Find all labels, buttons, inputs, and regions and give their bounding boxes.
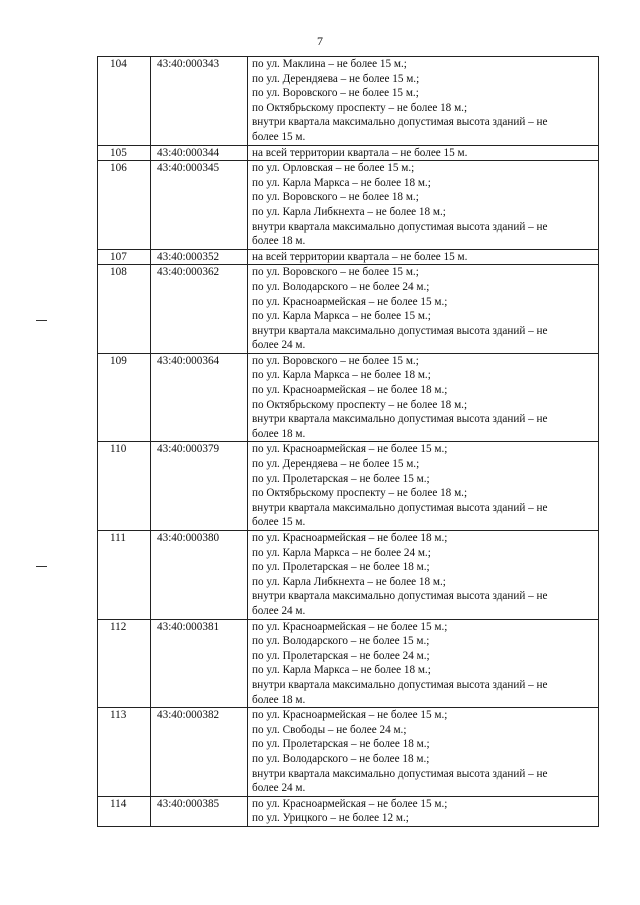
height-limit-line: по ул. Пролетарская – не более 18 м.;: [252, 561, 430, 574]
height-limits-cell: [248, 249, 599, 265]
height-limit-line: внутри квартала максимально допустимая высота зданий – не: [252, 501, 548, 514]
height-limit-line: по Октябрьскому проспекту – не более 18 м.;: [252, 398, 468, 411]
height-limits-cell: [248, 57, 599, 146]
block-number-cell: 113: [98, 708, 151, 797]
height-limit-line: по ул. Дерендяева – не более 15 м.;: [252, 72, 420, 85]
block-number-cell: 106: [98, 161, 151, 250]
height-limit-line: по ул. Карла Маркса – не более 18 м.;: [252, 176, 431, 189]
height-limit-line: внутри квартала максимально допустимая высота зданий – не: [252, 678, 548, 691]
cadastral-number-cell: 43:40:000344: [151, 145, 248, 161]
table-row: [98, 442, 599, 531]
height-limits-cell: [248, 353, 599, 442]
height-limit-line: более 24 м.: [252, 339, 306, 352]
height-limit-line: более 18 м.: [252, 235, 306, 248]
height-limit-line: по ул. Маклина – не более 15 м.;: [252, 58, 407, 70]
height-limit-line: по ул. Карла Маркса – не более 15 м.;: [252, 310, 431, 323]
height-limit-line: по ул. Красноармейская – не более 15 м.;: [252, 797, 448, 810]
block-number-cell: 114: [98, 796, 151, 826]
margin-mark: [36, 320, 47, 321]
height-limit-line: по ул. Красноармейская – не более 15 м.;: [252, 443, 448, 456]
height-limit-line: по ул. Красноармейская – не более 15 м.;: [252, 620, 448, 633]
height-limit-line: по ул. Карла Либкнехта – не более 18 м.;: [252, 205, 446, 218]
height-limits-cell: [248, 265, 599, 354]
cadastral-number-cell: 43:40:000362: [151, 265, 248, 354]
height-limits-cell: [248, 531, 599, 620]
page-number: 7: [317, 34, 323, 48]
table-row: [98, 145, 599, 161]
cadastral-number-cell: 43:40:000385: [151, 796, 248, 826]
height-limit-line: по ул. Пролетарская – не более 18 м.;: [252, 738, 430, 751]
height-limit-line: внутри квартала максимально допустимая высота зданий – не: [252, 324, 548, 337]
height-limit-line: по ул. Дерендяева – не более 15 м.;: [252, 458, 420, 471]
table-row: [98, 265, 599, 354]
height-limit-line: по ул. Красноармейская – не более 15 м.;: [252, 709, 448, 722]
height-limit-line: более 15 м.: [252, 130, 306, 143]
height-limit-line: по ул. Воровского – не более 18 м.;: [252, 191, 419, 204]
height-limit-line: по ул. Орловская – не более 15 м.;: [252, 162, 415, 175]
height-limit-line: по ул. Урицкого – не более 12 м.;: [252, 812, 409, 825]
height-limit-line: по ул. Карла Либкнехта – не более 18 м.;: [252, 575, 446, 588]
table-row: [98, 353, 599, 442]
height-limit-line: более 24 м.: [252, 782, 306, 795]
height-limit-line: по ул. Воровского – не более 15 м.;: [252, 266, 419, 279]
height-limits-cell: [248, 161, 599, 250]
height-limit-line: более 18 м.: [252, 427, 306, 440]
height-limit-line: по ул. Пролетарская – не более 15 м.;: [252, 472, 430, 485]
height-limit-line: по ул. Володарского – не более 15 м.;: [252, 635, 430, 648]
cadastral-number-cell: 43:40:000364: [151, 353, 248, 442]
height-limit-line: внутри квартала максимально допустимая высота зданий – не: [252, 767, 548, 780]
height-limit-line: по ул. Карла Маркса – не более 18 м.;: [252, 369, 431, 382]
block-number-cell: 105: [98, 145, 151, 161]
cadastral-number-cell: 43:40:000382: [151, 708, 248, 797]
height-limits-cell: [248, 145, 599, 161]
block-number-cell: 112: [98, 619, 151, 708]
block-number-cell: 111: [98, 531, 151, 620]
height-limit-line: более 18 м.: [252, 693, 306, 706]
table-row: [98, 57, 599, 146]
height-limit-line: по ул. Красноармейская – не более 18 м.;: [252, 532, 448, 544]
block-number-cell: 104: [98, 57, 151, 146]
height-limit-line: внутри квартала максимально допустимая высота зданий – не: [252, 220, 548, 233]
height-limits-cell: [248, 442, 599, 531]
height-limit-line: внутри квартала максимально допустимая высота зданий – не: [252, 413, 548, 426]
cadastral-number-cell: 43:40:000345: [151, 161, 248, 250]
height-limits-cell: [248, 708, 599, 797]
height-limit-line: по ул. Воровского – не более 15 м.;: [252, 354, 419, 367]
table-row: [98, 619, 599, 708]
height-limit-line: по ул. Володарского – не более 18 м.;: [252, 752, 430, 765]
height-limits-cell: [248, 619, 599, 708]
height-limit-line: на всей территории квартала – не более 15 м.: [252, 250, 468, 263]
table-row: [98, 796, 599, 826]
height-limit-line: более 24 м.: [252, 604, 306, 617]
cadastral-number-cell: 43:40:000381: [151, 619, 248, 708]
cadastral-number-cell: 43:40:000343: [151, 57, 248, 146]
height-limits-cell: [248, 796, 599, 826]
block-number-cell: 108: [98, 265, 151, 354]
height-limit-line: по ул. Карла Маркса – не более 18 м.;: [252, 664, 431, 677]
height-limit-line: по ул. Красноармейская – не более 15 м.;: [252, 295, 448, 308]
table-row: [98, 161, 599, 250]
table-row: [98, 708, 599, 797]
height-limit-line: по Октябрьскому проспекту – не более 18 м.;: [252, 101, 468, 114]
height-limit-line: по ул. Воровского – не более 15 м.;: [252, 87, 419, 100]
cadastral-number-cell: 43:40:000380: [151, 531, 248, 620]
height-limit-line: по ул. Красноармейская – не более 18 м.;: [252, 384, 448, 397]
height-limit-line: более 15 м.: [252, 516, 306, 529]
height-limit-line: по ул. Пролетарская – не более 24 м.;: [252, 649, 430, 662]
cadastral-number-cell: 43:40:000352: [151, 249, 248, 265]
cadastral-number-cell: 43:40:000379: [151, 442, 248, 531]
table-row: [98, 531, 599, 620]
height-limit-line: по ул. Володарского – не более 24 м.;: [252, 280, 430, 293]
height-limit-line: внутри квартала максимально допустимая высота зданий – не: [252, 590, 548, 603]
height-limit-line: внутри квартала максимально допустимая высота зданий – не: [252, 116, 548, 129]
height-limit-line: по ул. Карла Маркса – не более 24 м.;: [252, 546, 431, 559]
table-body: [98, 57, 599, 827]
block-number-cell: 107: [98, 249, 151, 265]
block-number-cell: 110: [98, 442, 151, 531]
height-limit-line: на всей территории квартала – не более 15 м.: [252, 146, 468, 159]
height-limit-line: по ул. Свободы – не более 24 м.;: [252, 723, 407, 736]
height-limit-line: по Октябрьскому проспекту – не более 18 м.;: [252, 487, 468, 500]
margin-mark: [36, 566, 47, 567]
table-row: [98, 249, 599, 265]
block-number-cell: 109: [98, 353, 151, 442]
height-limits-table: [97, 56, 599, 827]
